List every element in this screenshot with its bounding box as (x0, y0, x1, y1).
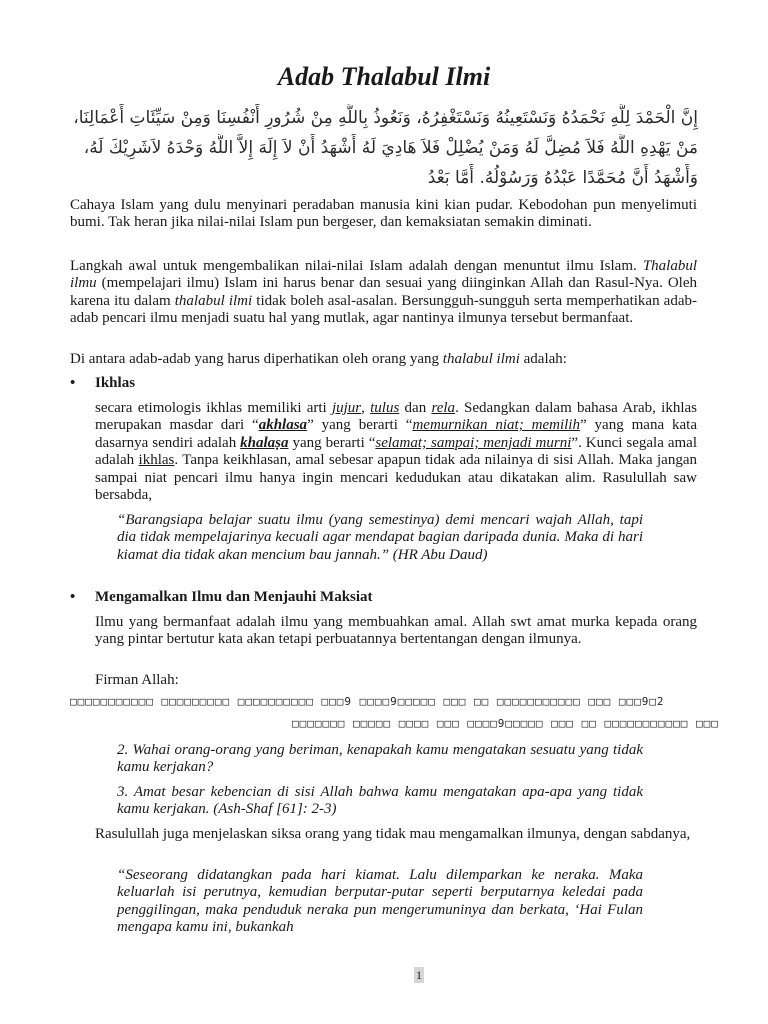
missing-glyph-verse-line-1: □□□□□□□□□□□ □□□□□□□□□ □□□□□□□□□□ □□□9 □□□□9□□□□□ □□□ □□ □□□□□□□□□□□ □□□ □□□9□2 (70, 695, 665, 708)
term-memurnikan: memurnikan niat; memilih (412, 417, 580, 434)
term-khalasa: khalaṣa (240, 434, 289, 451)
text-run: ”. Kunci segala amal adalah (95, 434, 697, 469)
bullet-ikhlas (70, 375, 135, 392)
term-akhlasa: akhlasa (258, 417, 308, 434)
text-run-italic: thalabul ilmi (174, 292, 253, 309)
hadith-quote-abu-daud: “Barangsiapa belajar suatu ilmu (yang semestinya) demi mencari wajah Allah, tapi dia tidak mempelajarinya kecuali agar mendapat bagian daripada dunia. Maka di hari kiamat dia tidak akan mencium bau jannah.” (HR Abu Daud) (117, 512, 643, 563)
text-run: Langkah awal untuk mengembalikan nilai-nilai Islam adalah dengan menuntut ilmu Islam. (70, 258, 643, 274)
text-run: . Tanpa keikhlasan, amal sebesar apapun tidak ada nilainya di sisi Allah. Maka jangan sampai niat pencari ilmu hanya ingin mencari kedudukan atau dikatakan alim. Rasulullah saw bersabda, (95, 452, 697, 504)
term-ikhlas: ikhlas (138, 452, 175, 469)
text-run: (mempelajari ilmu) Islam ini harus benar dan sesuai yang diinginkan Allah dan Rasul-Nya. Oleh karena itu dalam (70, 275, 697, 309)
bullet-heading: Mengamalkan Ilmu dan Menjauhi Maksiat (95, 589, 373, 605)
bullet-icon: • (70, 589, 76, 605)
rasul-paragraph: Rasulullah juga menjelaskan siksa orang yang tidak mau mengamalkan ilmunya, dengan sabdanya, (95, 826, 691, 842)
text-run-italic: thalabul ilmi (442, 351, 520, 367)
langkah-paragraph (70, 258, 697, 328)
text-run: Di antara adab-adab yang harus diperhatikan oleh orang yang (70, 351, 443, 367)
verse-translation-3: 3. Amat besar kebencian di sisi Allah bahwa kamu mengatakan apa-apa yang tidak kamu kerjakan. (Ash-Shaf [61]: 2-3) (117, 784, 643, 818)
page-title: Adab Thalabul Ilmi (277, 62, 491, 91)
term-rela: rela (431, 400, 456, 416)
text-run: , (361, 400, 371, 416)
text-run: tidak boleh asal-asalan. Bersungguh-sungguh serta memperhatikan adab-adab pencari ilmu menjadi suatu hal yang mutlak, agar nantinya ilmunya tersebut bermanfaat. (70, 292, 697, 327)
arabic-opening-line-1: إِنَّ الْحَمْدَ لِلَّهِ نَحْمَدُهُ وَنَسْتَعِينُهُ وَنَسْتَغْفِرُهُ، وَنَعُوذُ بِاللَّهِ مِنْ شُرُورِ أَنْفُسِنَا وَمِنْ سَيِّئَاتِ أَعْمَالِنَا، (73, 108, 698, 128)
verse-translation-2: 2. Wahai orang-orang yang beriman, kenapakah kamu mengatakan sesuatu yang tidak kamu kerjakan? (117, 742, 643, 776)
arabic-opening-line-3: وَأَشْهَدُ أَنَّ مُحَمَّدًا عَبْدُهُ وَرَسُوْلُهُ. أَمَّا بَعْدُ (427, 168, 698, 188)
text-run: ” yang mana kata dasarnya sendiri adalah (95, 417, 698, 451)
ikhlas-paragraph (95, 400, 697, 504)
text-run: yang berarti “ (288, 434, 376, 451)
term-jujur: jujur (331, 400, 362, 416)
firman-label: Firman Allah: (95, 672, 179, 688)
term-selamat: selamat; sampai; menjadi murni (375, 434, 572, 451)
arabic-opening-line-2: مَنْ يَهْدِهِ اللَّهُ فَلاَ مُضِلَّ لَهُ وَمَنْ يُضْلِلْ فَلاَ هَادِيَ لَهُ أَشْهَدُ أَنْ لاَ إِلَهَ إِلاَّ اللَّهُ وَحْدَهُ لاَشَرِيْكَ لَهُ، (83, 138, 698, 158)
intro-paragraph: Cahaya Islam yang dulu menyinari peradaban manusia kini kian pudar. Kebodohan pun menyelimuti bumi. Tak heran jika nilai-nilai Islam pun bergeser, dan kemaksiatan semakin diminati. (70, 197, 697, 231)
bullet-icon: • (70, 375, 76, 391)
amal-paragraph: Ilmu yang bermanfaat adalah ilmu yang membuahkan amal. Allah swt amat murka kepada orang yang pintar bertutur kata akan tetapi perbuatannya bertentangan dengan ilmunya. (95, 614, 697, 648)
text-run: dan (399, 400, 432, 416)
text-run: . Sedangkan dalam bahasa Arab, ikhlas merupakan masdar dari “ (95, 400, 697, 434)
text-run: ” yang berarti “ (307, 417, 413, 434)
bullet-heading: Ikhlas (95, 375, 136, 391)
text-run: secara etimologis ikhlas memiliki arti (95, 400, 332, 416)
adab-intro-paragraph (70, 351, 697, 368)
term-tulus: tulus (370, 400, 400, 416)
text-run: adalah: (519, 351, 567, 367)
text-run-italic: Thalabul ilmu (70, 258, 697, 292)
missing-glyph-verse-line-2: □□□□□□□ □□□□□ □□□□ □□□ □□□□9□□□□□ □□□ □□ □□□□□□□□□□□ □□□ (292, 717, 719, 730)
page-number: 1 (416, 968, 422, 982)
hadith-quote-neraka: “Seseorang didatangkan pada hari kiamat. Lalu dilemparkan ke neraka. Maka keluarlah isi perutnya, kemudian berputar-putar seperti berputarnya keledai pada penggilingan, maka penduduk neraka pun mengerumuninya dan berkata, ‘Hai Fulan mengapa kamu ini, bukankah (117, 867, 643, 936)
bullet-mengamalkan (70, 589, 373, 606)
